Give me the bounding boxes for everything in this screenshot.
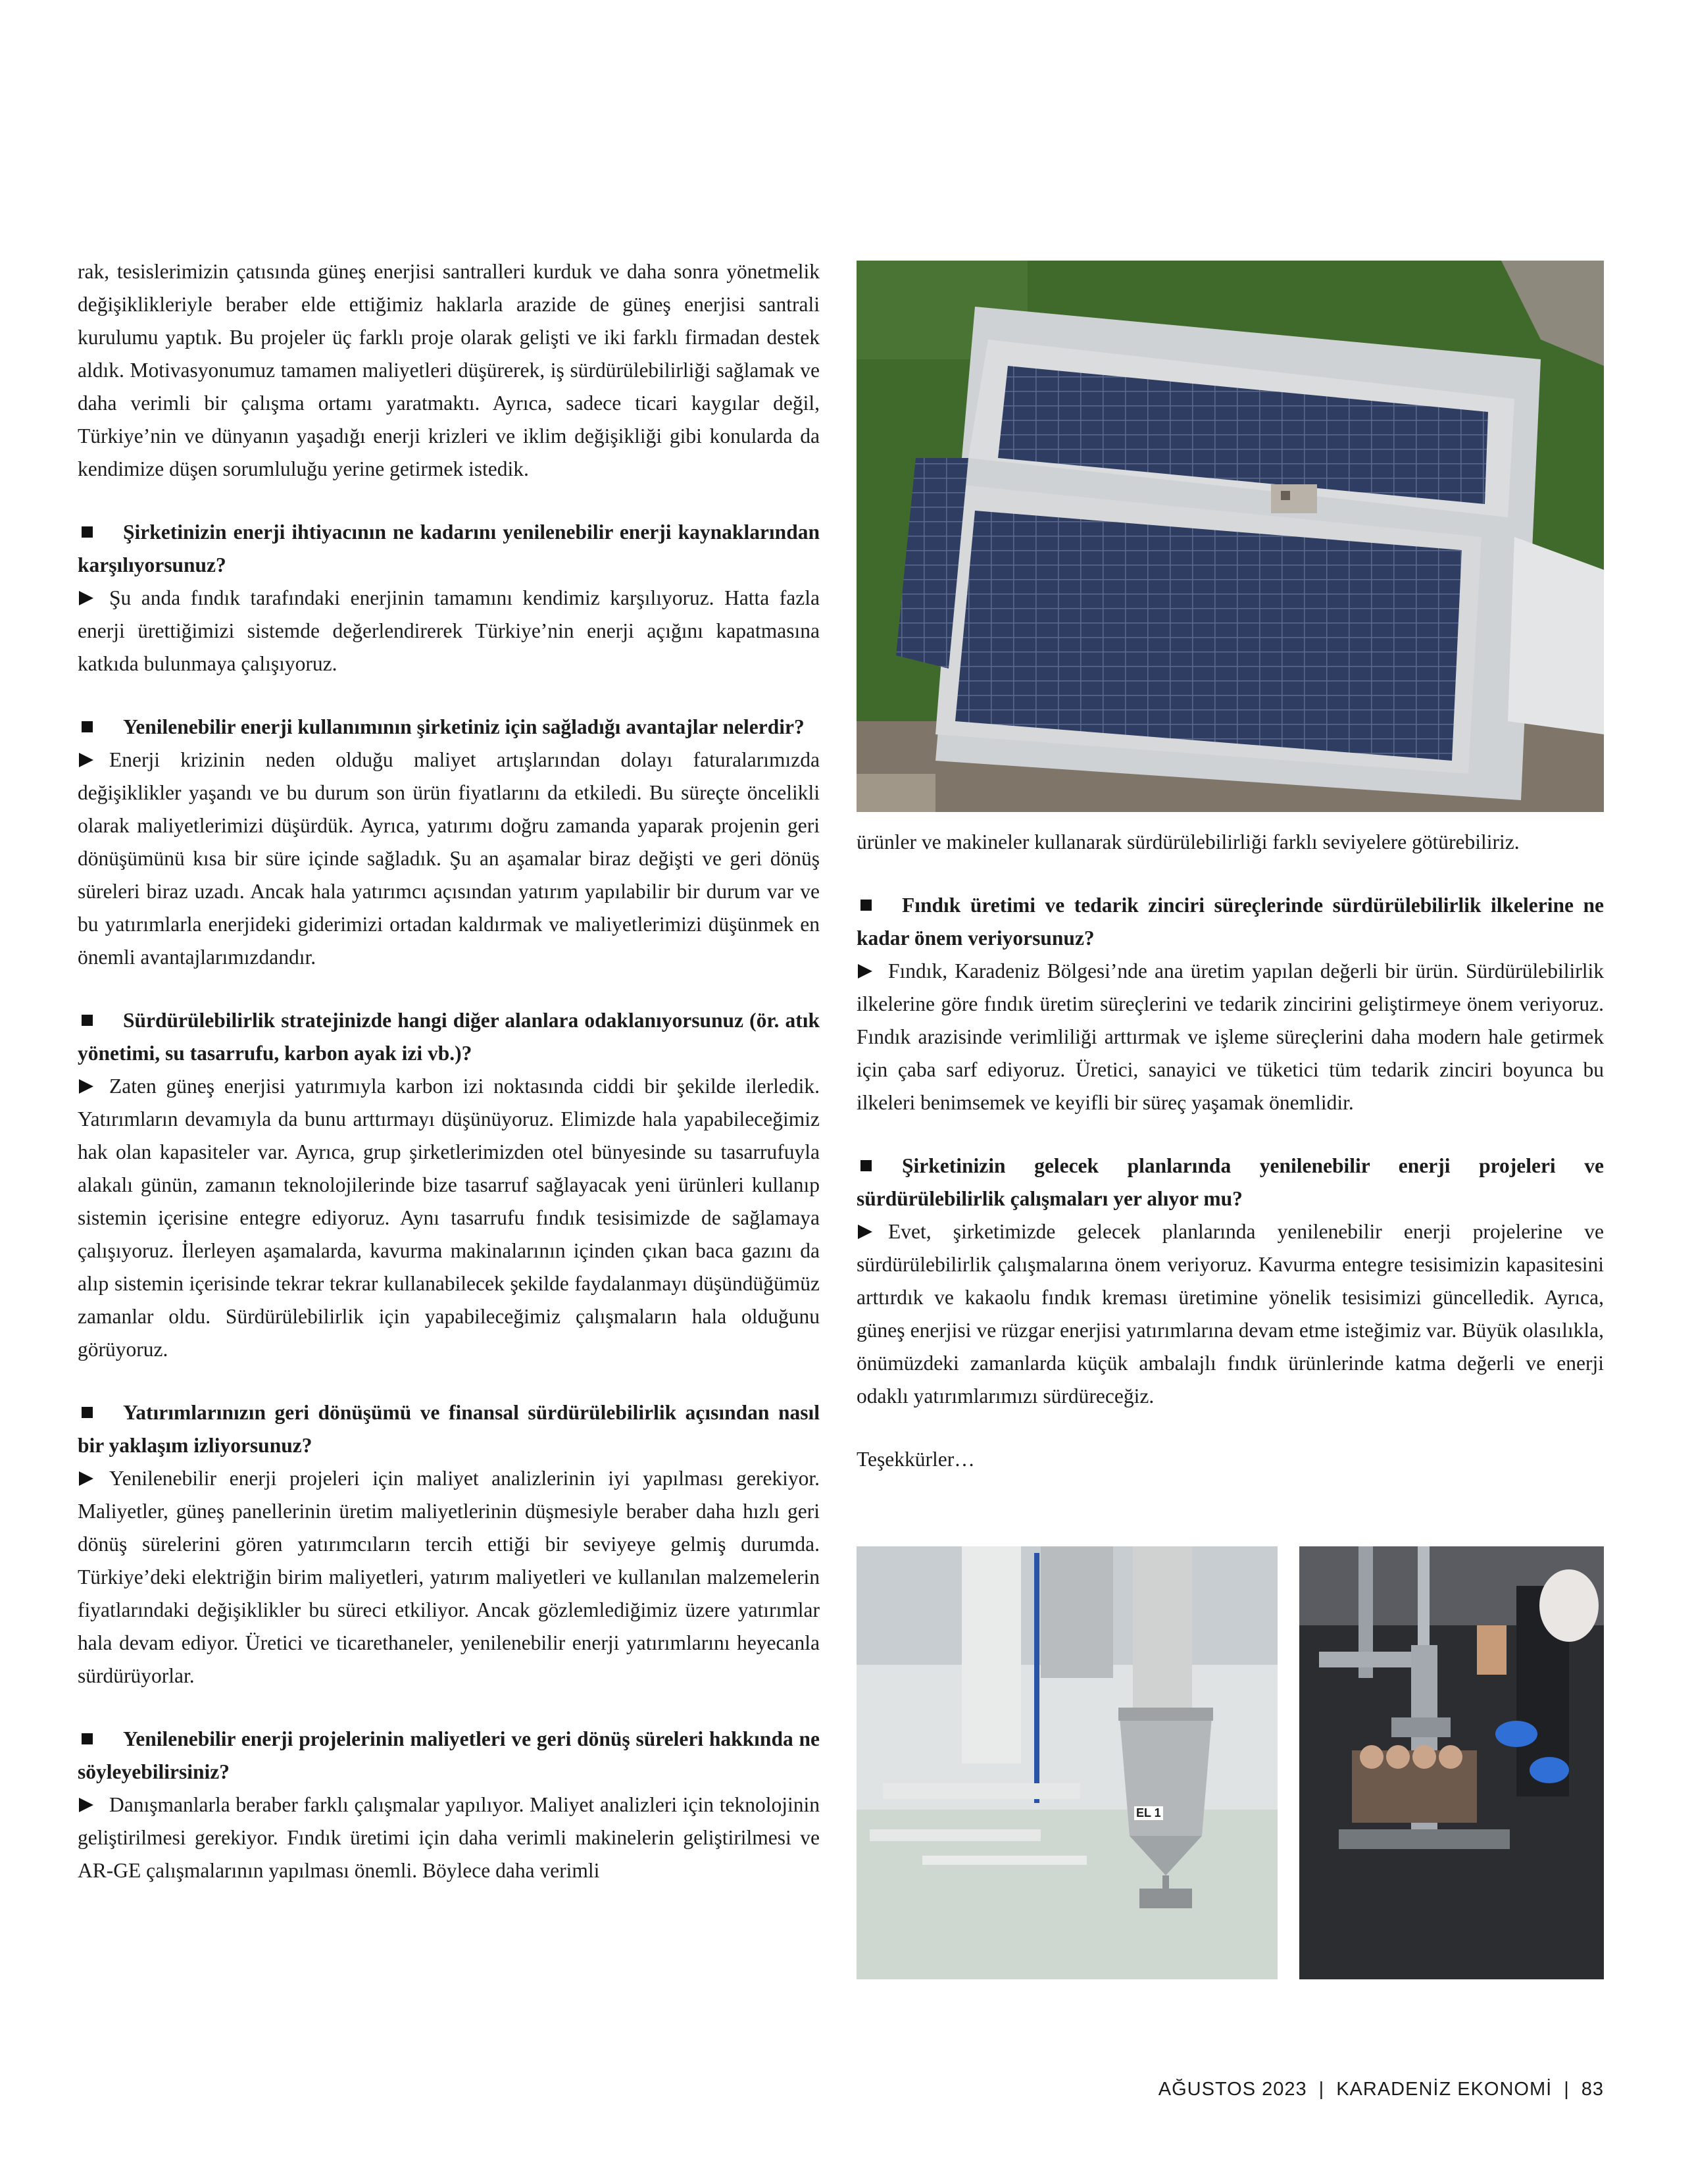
answer-text: Enerji krizinin neden olduğu maliyet artışlarından dolayı faturalarımızda değişiklikler yaşandı ve bu durum son ürün fiyatlarını da etkiledi. Bu süreçte öncelikli olarak maliyetlerimizi düşürdük. Ayrıca, yatırımı doğru zamanda yaparak projenin geri dönüşümünü kısa bir süre içinde sağladık. Şu an aşamalar biraz değişti ve geri dönüş süreleri biraz uzadı. Ancak hala yatırımcı açısından yatırım yapılabilir bir durum var ve bu yatırımlarla enerjideki giderimizi ortadan kaldırmak ve maliyetlerimizi düşünmek en önemli avantajlarımızdandır. [78, 748, 820, 969]
question-text: Yenilenebilir enerji kullanımının şirketiniz için sağladığı avantajlar nelerdir? [123, 715, 805, 738]
triangle-bullet-icon [79, 1798, 93, 1812]
triangle-bullet-icon [79, 1471, 93, 1486]
triangle-bullet-icon [79, 591, 93, 605]
qa-block [78, 1723, 820, 1887]
footer-separator: | [1564, 2079, 1570, 2100]
question-text: Şirketinizin enerji ihtiyacının ne kadarını yenilenebilir enerji kaynaklarından karşılıyorsunuz? [78, 521, 820, 576]
triangle-bullet-icon [858, 964, 872, 978]
triangle-bullet-icon [858, 1225, 872, 1239]
answer-text: Şu anda fındık tarafındaki enerjinin tamamını kendimiz karşılıyoruz. Hatta fazla enerji ürettiğimizi sistemde değerlendirerek Türkiye’nin enerji açığını kapatmasına katkıda bulunmaya çalışıyoruz. [78, 586, 820, 675]
answer-text: Fındık, Karadeniz Bölgesi’nde ana üretim yapılan değerli bir ürün. Sürdürülebilirlik ilkelerine göre fındık üretim süreçlerini ve tedarik zincirini geliştirmeye önem veriyoruz. Fındık arazisinde verimliliği arttırmak ve işleme süreçlerini daha modern hale getirmek için çaba sarf ediyoruz. Üretici, sanayici ve tüketici tüm tedarik zinciri boyunca bu ilkeleri benimsemek ve keyifli bir süreç yaşamak önemlidir. [857, 959, 1604, 1114]
qa-block [78, 1396, 820, 1692]
question-text: Sürdürülebilirlik stratejinizde hangi diğer alanlara odaklanıyorsunuz (ör. atık yönetimi, su tasarrufu, karbon ayak izi vb.)? [78, 1009, 820, 1065]
intro-paragraph: rak, tesislerimizin çatısında güneş enerjisi santralleri kurduk ve daha sonra yönetmelik değişiklikleriyle beraber elde ettiğimiz haklarla arazide de güneş enerjisi santrali kurulumu yaptık. Bu projeler üç farklı proje olarak gelişti ve iki farklı firmadan destek aldık. Motivasyonumuz tamamen maliyetleri düşürerek, iş sürdürülebilirliği sağlamak ve daha verimli bir çalışma ortamı yaratmaktı. Ayrıca, sadece ticari kaygılar değil, Türkiye’nin ve dünyanın yaşadığı enerji krizleri ve iklim değişikliği gibi konularda da kendimize düşen sorumluluğu yerine getirmek istedik. [78, 260, 820, 480]
footer-separator: | [1318, 2079, 1325, 2100]
square-bullet-icon [860, 900, 872, 911]
question-text: Yatırımlarınızın geri dönüşümü ve finansal sürdürülebilirlik açısından nasıl bir yaklaşım izliyorsunuz? [78, 1401, 820, 1457]
answer-text: Zaten güneş enerjisi yatırımıyla karbon izi noktasında ciddi bir şekilde ilerledik. Yatırımların devamıyla da bunu arttırmayı düşünüyoruz. Elimizde hala yapabileceğimiz hak olan kapasiteler var. Ayrıca, grup şirketlerimizden otel bünyesinde su tasarrufuyla alakalı günün, zamanın teknolojilerinde bize tasarruf sağlayacak yeni ürünleri kullanıp sistemin içerisine entegre ediyoruz. Aynı tasarrufu fındık tesisimizde de sağlamaya çalışıyoruz. İlerleyen aşamalarda, kavurma makinalarının içinden çıkan baca gazını da alıp sistemin içerisinde tekrar tekrar kullanabilecek şekilde faydalanmayı düşündüğümüz zamanlar oldu. Sürdürülebilirlik için yapabileceğimiz çalışmaların hala olduğunu görüyoruz. [78, 1075, 820, 1361]
page-footer [1158, 2079, 1604, 2100]
square-bullet-icon [82, 526, 93, 538]
jar-packaging-photo [1299, 1546, 1604, 1979]
answer-text: Evet, şirketimizde gelecek planlarında yenilenebilir enerji projelerine ve sürdürülebilirlik çalışmalarına önem veriyoruz. Kavurma entegre tesisimizin kapasitesini arttırdık ve kakaolu fındık kreması üretimine yönelik tesisimizi güncelledik. Ayrıca, güneş enerjisi ve rüzgar enerjisi yatırımlarına devam etme isteğimiz var. Büyük olasılıkla, önümüzdeki zamanlarda küçük ambalajlı fındık ürünlerinde katma değerli ve enerji odaklı yatırımlarımızı sürdüreceğiz. [857, 1220, 1604, 1408]
square-bullet-icon [82, 1407, 93, 1418]
answer-text: Yenilenebilir enerji projeleri için maliyet analizlerinin iyi yapılması gerekiyor. Maliyetler, güneş panellerinin üretim maliyetlerinin düşmesiyle beraber daha hızlı geri dönüş sürelerini gören yatırımcıların tercih ettiği bir seviyeye gelmiş durumda. Türkiye’deki elektriğin birim maliyetleri, yatırım maliyetleri ve kullanılan malzemelerin fiyatlarındaki değişiklikler bu süreci etkiliyor. Ancak gözlemlediğimiz üzere yatırımlar hala devam ediyor. Üretici ve ticarethaneler, yenilenebilir enerji yatırımlarını heyecanla sürdürüyorlar. [78, 1467, 820, 1687]
footer-magazine-name: KARADENİZ EKONOMİ [1336, 2079, 1553, 2100]
right-column [857, 826, 1604, 1476]
page-number: 83 [1581, 2079, 1604, 2100]
square-bullet-icon [82, 721, 93, 732]
footer-date: AĞUSTOS 2023 [1158, 2079, 1307, 2100]
question-text: Yenilenebilir enerji projelerinin maliyetleri ve geri dönüş süreleri hakkında ne söyleyebilirsiniz? [78, 1727, 820, 1783]
square-bullet-icon [82, 1015, 93, 1026]
qa-block [78, 1004, 820, 1366]
closing-text: Teşekkürler… [857, 1448, 975, 1471]
triangle-bullet-icon [79, 753, 93, 767]
qa-block [78, 711, 820, 974]
qa-block [78, 516, 820, 680]
square-bullet-icon [82, 1733, 93, 1744]
question-text: Fındık üretimi ve tedarik zinciri süreçlerinde sürdürülebilirlik ilkelerine ne kadar önem veriyorsunuz? [857, 894, 1604, 950]
square-bullet-icon [860, 1160, 872, 1171]
qa-block [857, 1150, 1604, 1413]
question-text: Şirketinizin gelecek planlarında yenilenebilir enerji projeleri ve sürdürülebilirlik çalışmaları yer alıyor mu? [857, 1154, 1604, 1210]
aerial-solar-roof-photo [857, 261, 1604, 812]
triangle-bullet-icon [79, 1079, 93, 1094]
tank-label: EL 1 [1134, 1806, 1163, 1820]
answer-text: Danışmanlarla beraber farklı çalışmalar yapılıyor. Maliyet analizleri için teknolojinin geliştirilmesi gerekiyor. Fındık üretimi için daha verimli makinelerin geliştirilmesi ve AR-GE çalışmalarının yapılması önemli. Böylece daha verimli [78, 1793, 820, 1882]
factory-interior-photo [857, 1546, 1278, 1979]
left-column [78, 255, 820, 1917]
continuation-paragraph: ürünler ve makineler kullanarak sürdürülebilirliği farklı seviyelere götürebiliriz. [857, 830, 1520, 853]
qa-block [857, 889, 1604, 1119]
